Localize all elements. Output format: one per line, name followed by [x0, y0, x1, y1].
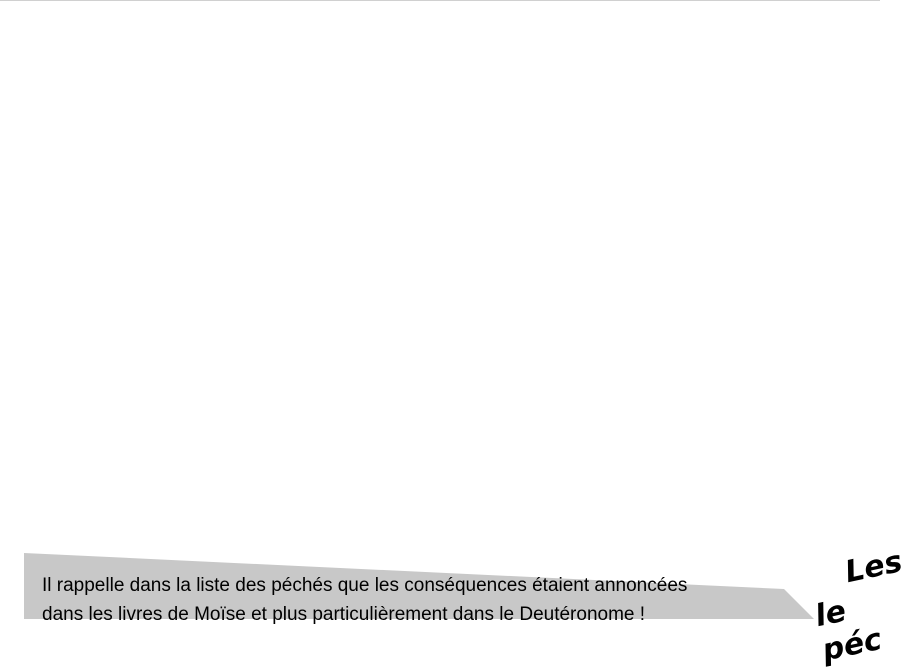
stamp-text-line-2: le péc — [812, 593, 885, 668]
stamp-text-line-1: Les — [842, 544, 905, 591]
top-border — [0, 0, 880, 1]
banner-line-2: dans les livres de Moïse et plus particulièrement dans le Deutéronome ! — [42, 604, 646, 625]
banner-line-1: Il rappelle dans la liste des péchés que les conséquences étaient annoncées — [42, 575, 688, 596]
highlight-banner — [24, 553, 880, 625]
